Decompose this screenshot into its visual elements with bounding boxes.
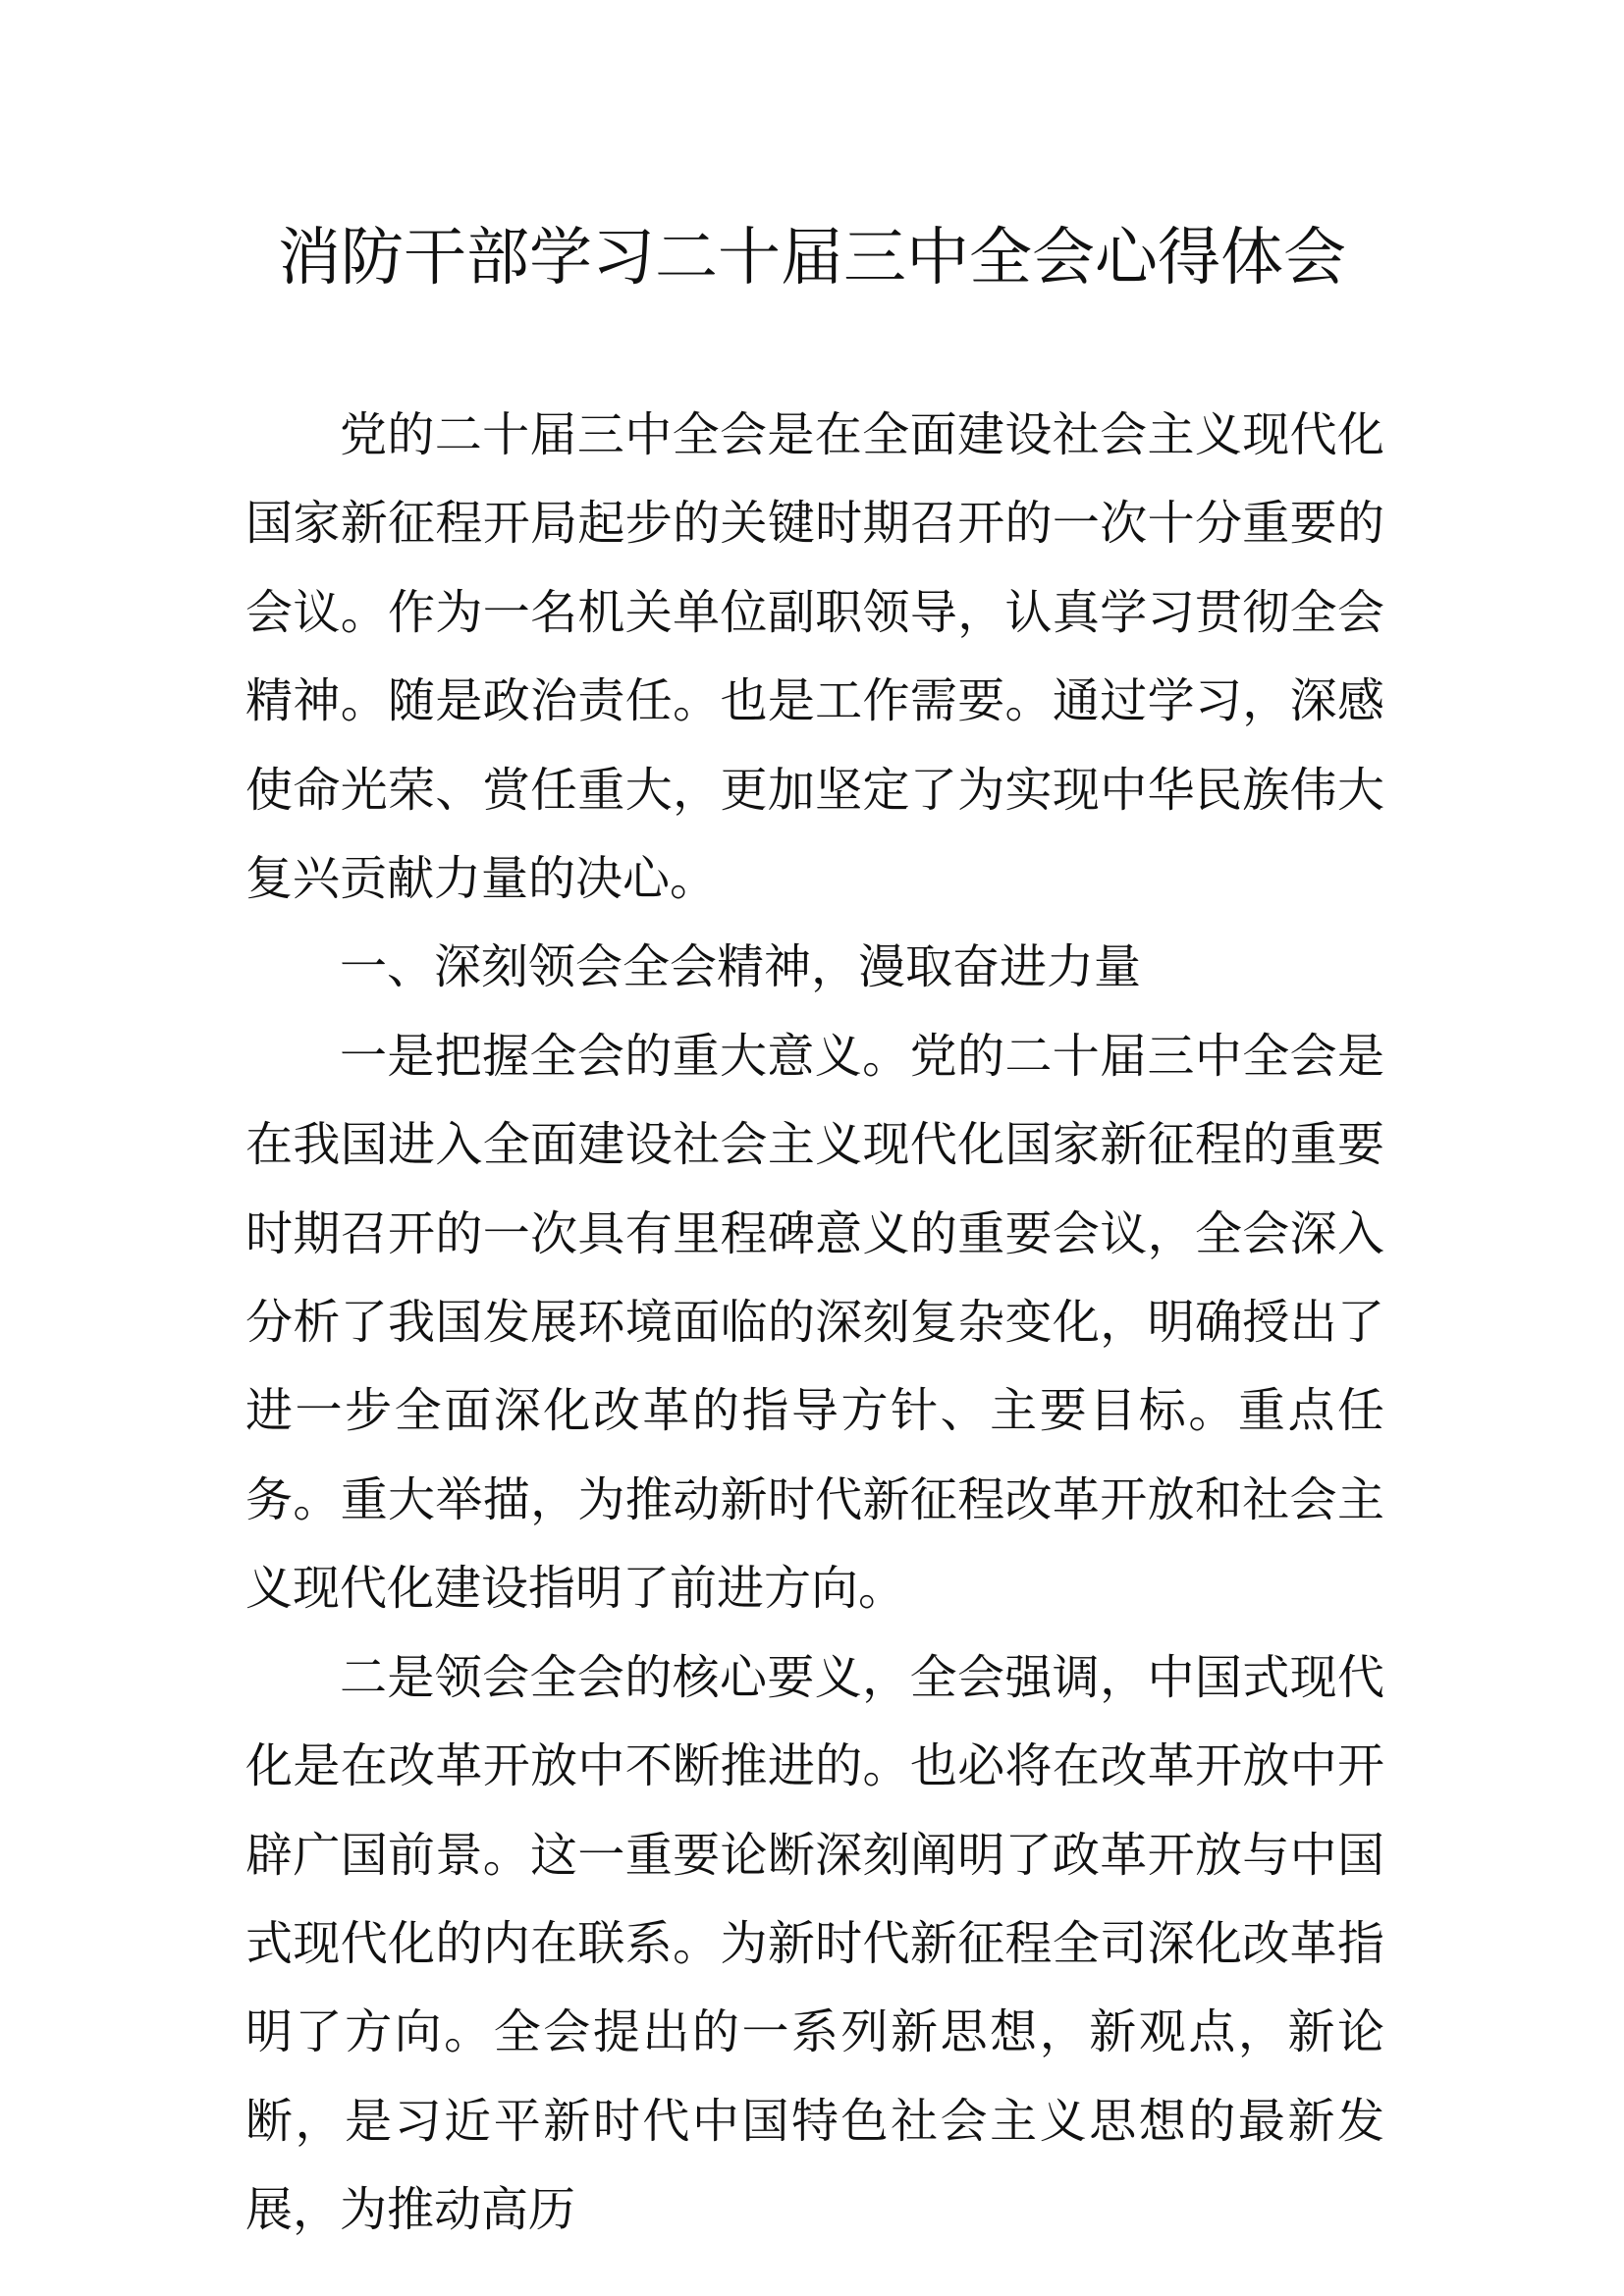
paragraph-core-essence: 二是领会全会的核心要义，全会强调，中国式现代化是在改革开放中不断推进的。也必将在改革开放中开辟广国前景。这一重要论断深刻阐明了政革开放与中国式现代化的内在联系。为新时代新征程全司深化改革指明了方向。全会提出的一系列新思想，新观点，新论断，是习近平新时代中国特色社会主义思想的最新发展，为推动高历: [245, 1649, 1384, 2238]
paragraph-intro: 党的二十届三中全会是在全面建设社会主义现代化国家新征程开局起步的关键时期召开的一次十分重要的会议。作为一名机关单位副职领导，认真学习贯彻全会精神。随是政治责任。也是工作需要。通过学习，深感使命光荣、赏任重大，更加坚定了为实现中华民族伟大复兴贡献力量的决心。: [245, 407, 1384, 907]
section-heading-1: 一、深刻领会全会精神，漫取奋进力量: [340, 939, 1142, 995]
document-title: 消防干部学习二十届三中全会心得体会: [278, 222, 1346, 294]
document-body: [245, 391, 1384, 2255]
paragraph-significance: 一是把握全会的重大意义。党的二十届三中全会是在我国进入全面建设社会主义现代化国家新征程的重要时期召开的一次具有里程碑意义的重要会议，全会深入分析了我国发展环境面临的深刻复杂变化，明确授出了进一步全面深化改革的指导方针、主要目标。重点任务。重大举描，为推动新时代新征程改革开放和社会主义现代化建设指明了前进方向。: [245, 1028, 1384, 1617]
